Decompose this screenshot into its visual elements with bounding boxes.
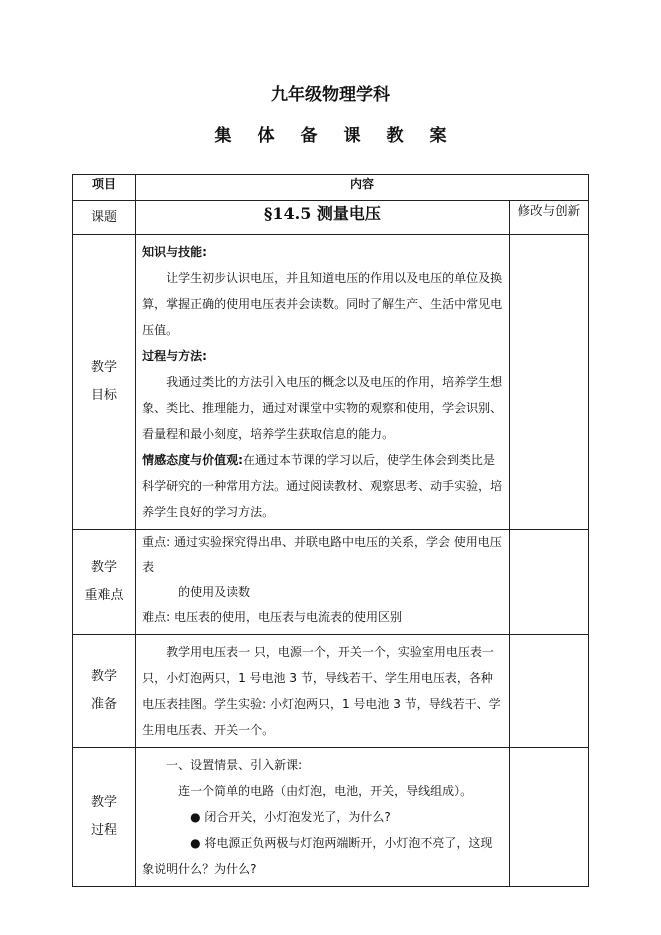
process-circuit: 连一个简单的电路（由灯泡，电池，开关，导线组成）。 bbox=[178, 784, 473, 798]
goals-revision-cell bbox=[509, 235, 588, 530]
goals-row bbox=[73, 235, 589, 530]
key-point-text-cont: 的使用及读数 bbox=[178, 585, 251, 599]
topic-label: 课题 bbox=[73, 201, 136, 235]
column-header-item: 项目 bbox=[73, 175, 136, 201]
process-row bbox=[73, 748, 589, 887]
attitude-text: 在通过本节课的学习以后，使学生体会到类比是科学研究的一种常用方法。通过阅读教材、观察思考、动手实验，培养学生良好的学习方法。 bbox=[142, 453, 503, 519]
topic-row bbox=[73, 201, 589, 235]
process-content bbox=[136, 748, 510, 887]
process-heading: 过程与方法: bbox=[142, 349, 207, 363]
goals-label: 教学 目标 bbox=[73, 235, 136, 530]
process-intro: 一、设置情景、引入新课: bbox=[166, 758, 303, 772]
knowledge-text: 让学生初步认识电压，并且知道电压的作用以及电压的单位及换算，掌握正确的使用电压表并会读数。同时了解生产、生活中常见电压值。 bbox=[142, 271, 503, 337]
preparation-row bbox=[73, 635, 589, 748]
process-text: 我通过类比的方法引入电压的概念以及电压的作用，培养学生想象、类比、推理能力，通过对课堂中实物的观察和使用，学会识别、看量程和最小刻度，培养学生获取信息的能力。 bbox=[142, 375, 503, 441]
knowledge-heading: 知识与技能: bbox=[142, 245, 207, 259]
key-revision-cell bbox=[509, 530, 588, 635]
header-row bbox=[73, 175, 589, 201]
process-question-2: ● 将电源正负两极与灯泡两端断开，小灯泡不亮了，这现象说明什么？为什么? bbox=[142, 836, 493, 876]
revision-header: 修改与创新 bbox=[509, 201, 588, 235]
preparation-text: 教学用电压表一 只，电源一个，开关一个，实验室用电压表一只，小灯泡两只，1 号电池 3 节，导线若干、学生用电压表，各种电压表挂图。学生实验: 小灯泡两只，1 号电池 3 节，导线若干、学生用电压表、开关一个。 bbox=[142, 645, 501, 737]
topic-title: §14.5 测量电压 bbox=[136, 201, 510, 235]
key-points-label: 教学 重难点 bbox=[73, 530, 136, 635]
key-points-row bbox=[73, 530, 589, 635]
key-point-text: 重点: 通过实验探究得出串、并联电路中电压的关系，学会 使用电压表 bbox=[142, 535, 502, 574]
attitude-paragraph bbox=[142, 447, 503, 525]
preparation-revision-cell bbox=[509, 635, 588, 748]
preparation-label: 教学 准备 bbox=[73, 635, 136, 748]
key-points-content bbox=[136, 530, 510, 635]
preparation-content bbox=[136, 635, 510, 748]
process-label: 教学 过程 bbox=[73, 748, 136, 887]
process-revision-cell bbox=[509, 748, 588, 887]
process-question-1: ● 闭合开关，小灯泡发光了，为什么? bbox=[190, 810, 391, 824]
goals-content bbox=[136, 235, 510, 530]
difficulty-text: 难点: 电压表的使用，电压表与电流表的使用区别 bbox=[142, 610, 402, 624]
attitude-heading: 情感态度与价值观: bbox=[142, 453, 243, 467]
lesson-plan-table bbox=[72, 174, 589, 887]
page-title: 九年级物理学科 bbox=[271, 85, 390, 105]
column-header-content: 内容 bbox=[136, 175, 589, 201]
page-subtitle: 集体备课教案 bbox=[214, 126, 473, 146]
